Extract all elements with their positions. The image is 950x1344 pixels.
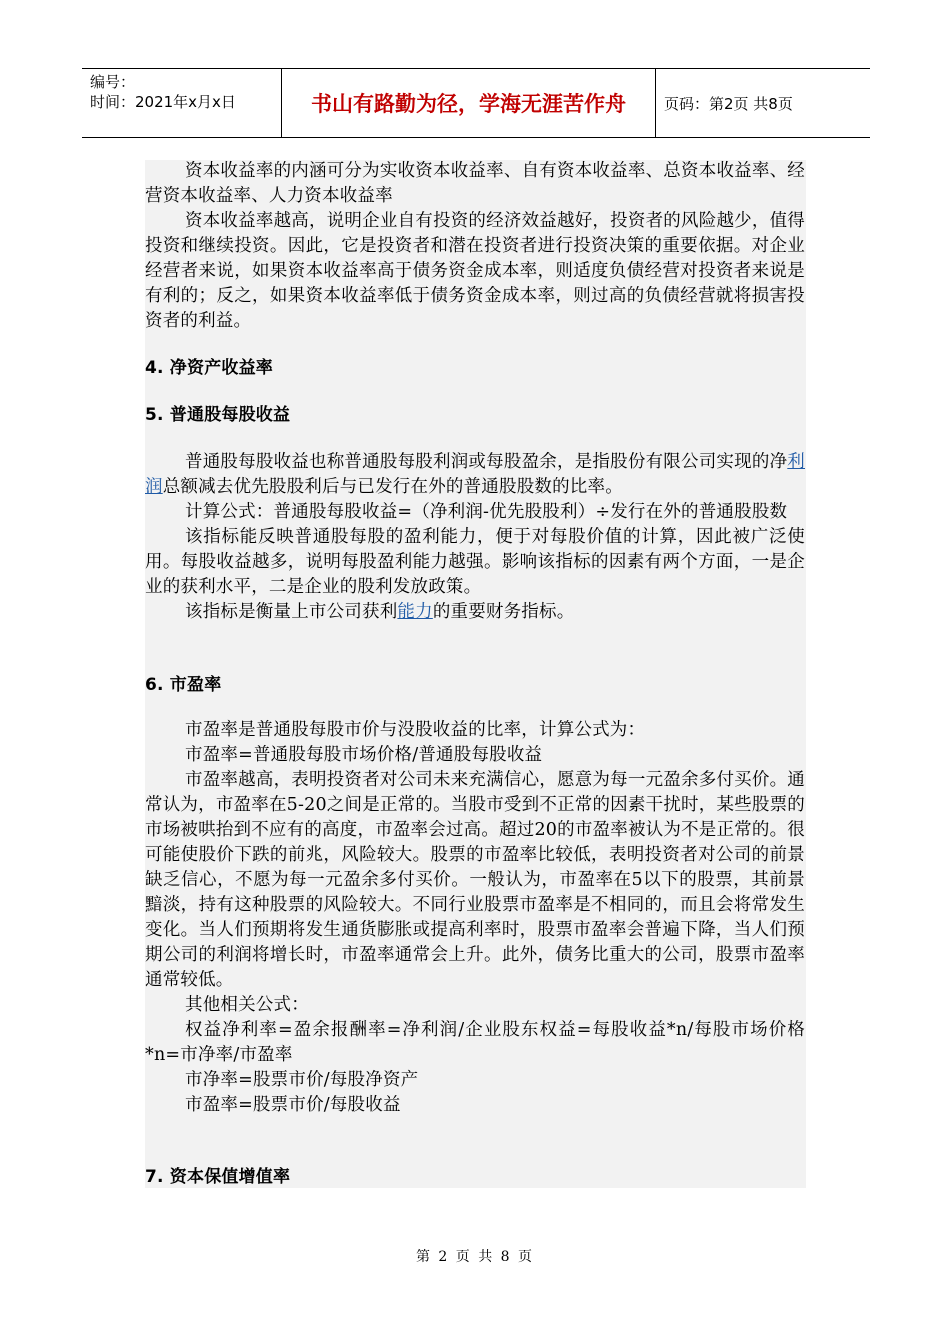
paragraph: 市盈率=普通股每股市场价格/普通股每股收益 <box>185 745 543 765</box>
body-section-2 <box>145 450 805 625</box>
paragraph: 权益净利率=盈余报酬率=净利润/企业股东权益=每股收益*n/每股市场价格*n=市净率/市盈率 <box>145 1020 805 1065</box>
header-motto: 书山有路勤为径，学海无涯苦作舟 <box>282 69 656 137</box>
paragraph: 市盈率越高，表明投资者对公司未来充满信心，愿意为每一元盈余多付买价。通常认为，市盈率在5-20之间是正常的。当股市受到不正常的因素干扰时，某些股票的市场被哄抬到不应有的高度，市盈率会过高。超过20的市盈率被认为不是正常的。很可能使股价下跌的前兆，风险较大。股票的市盈率比较低，表明投资者对公司的前景缺乏信心，不愿为每一元盈余多付买价。一般认为，市盈率在5以下的股票，其前景黯淡，持有这种股票的风险较大。不同行业股票市盈率是不相同的，而且会将常发生变化。当人们预期将发生通货膨胀或提高利率时，股票市盈率会普遍下降，当人们预期公司的利润将增长时，市盈率通常会上升。此外，债务比重大的公司，股票市盈率通常较低。 <box>145 770 805 990</box>
section-heading: 4. 净资产收益率 <box>145 358 274 378</box>
header-table <box>82 68 870 138</box>
paragraph: 普通股每股收益也称普通股每股利润或每股盈余，是指股份有限公司实现的净利润总额减去优先股股利后与已发行在外的普通股股数的比率。 <box>145 452 805 497</box>
paragraph: 资本收益率的内涵可分为实收资本收益率、自有资本收益率、总资本收益率、经营资本收益率、人力资本收益率 <box>145 161 805 206</box>
header-page-label: 页码：第2页 共8页 <box>664 94 793 113</box>
section-heading: 6. 市盈率 <box>145 675 222 695</box>
paragraph: 计算公式：普通股每股收益=（净利润-优先股股利）÷发行在外的普通股股数 <box>185 502 788 522</box>
paragraph: 资本收益率越高，说明企业自有投资的经济效益越好，投资者的风险越少，值得投资和继续投资。因此，它是投资者和潜在投资者进行投资决策的重要依据。对企业经营者来说，如果资本收益率高于债务资金成本率，则适度负债经营对投资者来说是有利的；反之，如果资本收益率低于债务资金成本率，则过高的负债经营就将损害投资者的利益。 <box>145 211 805 331</box>
paragraph: 该指标能反映普通股每股的盈利能力，便于对每股价值的计算，因此被广泛使用。每股收益越多，说明每股盈利能力越强。影响该指标的因素有两个方面，一是企业的获利水平，二是企业的股利发放政策。 <box>145 527 805 597</box>
paragraph: 市盈率是普通股每股市价与没股收益的比率，计算公式为： <box>185 720 646 740</box>
paragraph: 其他相关公式： <box>185 995 309 1015</box>
section-heading: 7. 资本保值增值率 <box>145 1167 291 1187</box>
heading-6 <box>145 673 805 698</box>
paragraph: 市盈率=股票市价/每股收益 <box>185 1095 401 1115</box>
header-meta-cell <box>82 69 282 137</box>
heading-7 <box>145 1165 805 1190</box>
heading-4 <box>145 356 805 381</box>
body-section-3 <box>145 718 805 1118</box>
heading-5 <box>145 403 805 428</box>
date-label: 时间：2021年x月x日 <box>90 93 236 111</box>
page-footer: 第 2 页 共 8 页 <box>415 1249 535 1265</box>
body-section-1 <box>145 159 805 334</box>
paragraph: 该指标是衡量上市公司获利能力的重要财务指标。 <box>185 602 575 622</box>
section-heading: 5. 普通股每股收益 <box>145 405 291 425</box>
ability-link[interactable]: 能力 <box>397 602 433 622</box>
paragraph: 市净率=股票市价/每股净资产 <box>185 1070 419 1090</box>
profit-link[interactable]: 利润 <box>145 452 805 497</box>
serial-label: 编号： <box>90 73 136 91</box>
